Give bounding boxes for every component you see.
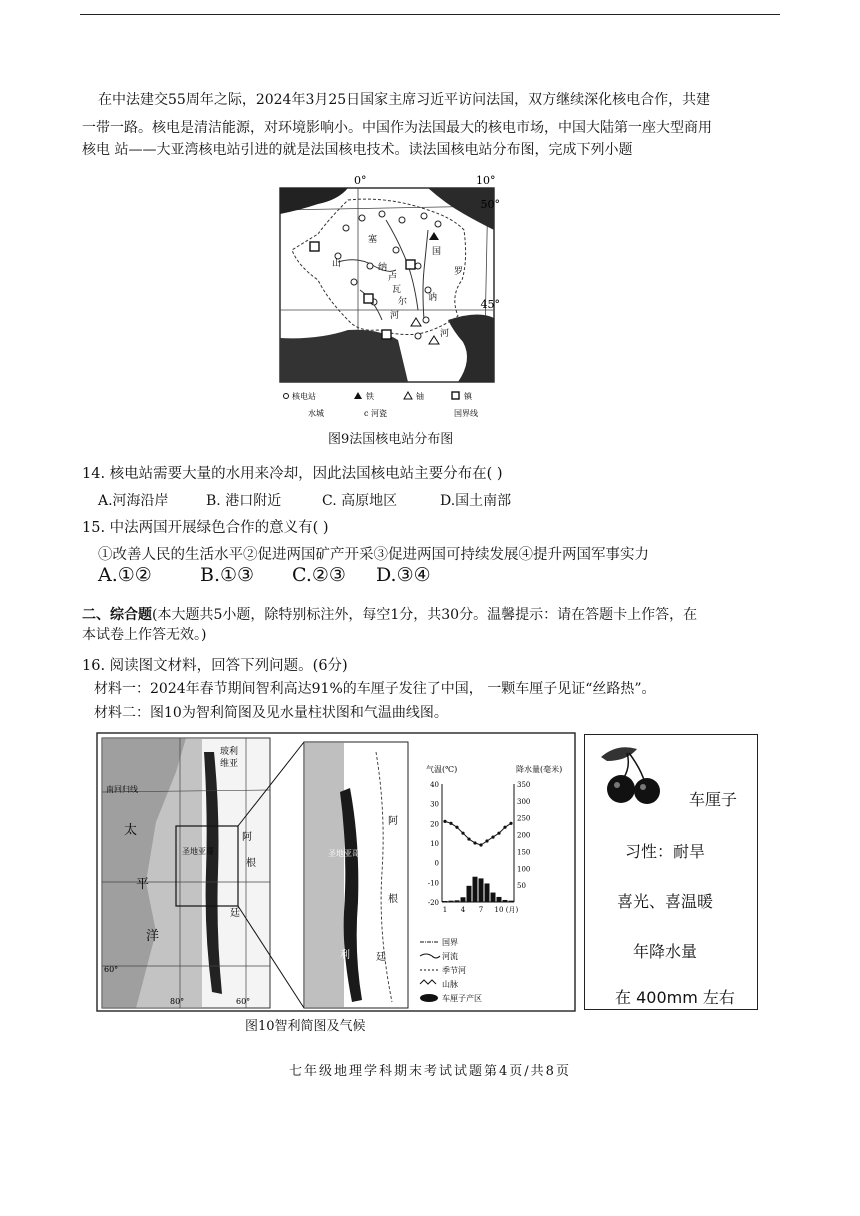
month-tick: 4 (460, 906, 466, 914)
temp-tick: 30 (430, 800, 439, 809)
map10-lon2: 60° (236, 997, 251, 1006)
intro-line-2: 一带一路。核电是清洁能源，对环境影响小。中国作为法国最大的核电市场，中国大陆第一座大型商用 (82, 120, 712, 136)
temp-tick: 0 (434, 859, 439, 868)
cherry-precip-value: 在 400mm 左右 (615, 988, 735, 1007)
map9-label-8: 河 (390, 311, 400, 321)
map10-argentina-3: 廷 (230, 908, 240, 919)
fig10-legend-4: 车厘子产区 (442, 994, 482, 1003)
temp-point (467, 837, 470, 840)
legend-water: 水城 (308, 409, 324, 418)
map10-pacific-1: 太 (124, 823, 138, 838)
cherry-precip-title: 年降水量 (633, 942, 698, 961)
q15-items: ①改善人民的生活水平②促进两国矿产开采③促进两国可持续发展④提升两国军事实力 (98, 547, 649, 563)
temp-point (491, 836, 494, 839)
map10-lon1: 80° (170, 997, 185, 1006)
map9-label-6: 罗 (454, 267, 464, 277)
cherry-info-box (584, 734, 758, 1010)
map9-label-3: 卢 (388, 273, 398, 283)
section2-line1 (82, 604, 697, 624)
france-nuclear-map (278, 170, 500, 422)
precip-bar (479, 878, 484, 902)
precip-bar (497, 897, 502, 902)
q15-option-c: C.②③ (292, 564, 346, 586)
temp-point (509, 822, 512, 825)
map9-label-10: 山 (332, 259, 342, 269)
fig10-caption: 图10智利简图及气候 (245, 1019, 366, 1034)
temp-point (473, 841, 476, 844)
precip-bar (467, 886, 472, 902)
prec-tick: 150 (517, 848, 531, 857)
header-rule (80, 14, 780, 15)
temp-tick: 20 (430, 820, 439, 829)
legend-town: 镇 (464, 392, 472, 401)
climate-prec-label: 降水量(毫米) (516, 765, 563, 774)
zoom-li: 利 (340, 950, 350, 961)
precip-bar (509, 901, 514, 902)
q16-material-1: 材料一：2024年春节期间智利高达91%的车厘子发往了中国， 一颗车厘子见证“丝路热”。 (94, 681, 656, 697)
prec-tick: 100 (517, 865, 531, 874)
map10-tropic: 南回归线 (106, 785, 138, 794)
map10-bolivia-2: 维亚 (220, 759, 239, 769)
map10-argentina-1: 阿 (242, 832, 252, 843)
precip-bar (455, 900, 460, 902)
fig10-legend-2: 季节河 (442, 966, 466, 975)
cherry-habit: 习性：耐旱 (625, 842, 706, 861)
map10-santiago: 圣地亚哥 (182, 847, 214, 856)
temp-point (443, 820, 446, 823)
map9-label-1: 纳 (378, 263, 388, 273)
legend-iron: 铁 (366, 392, 374, 401)
map10-lat: 60° (104, 965, 119, 974)
temp-tick: -10 (427, 879, 439, 888)
q16-stem: 16. 阅读图文材料，回答下列问题。(6分) (82, 658, 348, 674)
map9-label-5: 尔 (398, 297, 408, 307)
precip-bar (461, 897, 466, 902)
temp-tick: 40 (430, 781, 439, 789)
legend-river: c 河瓷 (364, 409, 388, 418)
map9-lon10: 10° (476, 174, 496, 187)
q14-option-c: C. 高原地区 (322, 493, 398, 509)
q14-option-d: D.国土南部 (440, 493, 512, 509)
legend-uranium: 铀 (416, 392, 424, 401)
temp-point (449, 822, 452, 825)
q14-option-a: A.河海沿岸 (98, 493, 169, 509)
map10-pacific-3: 洋 (146, 929, 160, 944)
prec-tick: 250 (517, 814, 531, 823)
precip-bar (443, 901, 448, 902)
section2-title: 二、综合题 (82, 607, 152, 623)
prec-tick: 50 (517, 882, 526, 891)
q14-option-b: B. 港口附近 (206, 493, 282, 509)
map10-bolivia: 玻利 (220, 747, 239, 757)
cherry-icon (597, 743, 669, 807)
fig10-legend-3: 山脉 (442, 980, 458, 989)
legend-border: 国界线 (454, 409, 478, 418)
map9-label-7: 讷 (428, 293, 438, 303)
temp-point (479, 843, 482, 846)
chile-map-figure (96, 732, 576, 1012)
q15-option-a: A.①② (98, 564, 152, 586)
map9-label-2: 国 (432, 247, 442, 257)
temp-point (503, 826, 506, 829)
prec-tick: 200 (517, 831, 531, 840)
climate-temp-label: 气温(℃) (426, 765, 458, 774)
map9-label-11: 地中海 (428, 369, 452, 378)
zoom-santiago: 圣地亚哥 (328, 849, 360, 858)
fig9-caption: 图9法国核电站分布图 (328, 432, 454, 447)
intro-line-3: 核电 站——大亚湾核电站引进的就是法国核电技术。读法国核电站分布图，完成下列小题 (82, 142, 633, 158)
zoom-gen: 根 (388, 894, 398, 905)
page-footer: 七年级地理学科期末考试试题第4页/共8页 (289, 1064, 571, 1079)
temp-point (485, 839, 488, 842)
q14-stem: 14. 核电站需要大量的水用来冷却，因此法国核电站主要分布在( ) (82, 466, 503, 482)
cherry-light: 喜光、喜温暖 (617, 892, 714, 911)
q15-option-b: B.①③ (200, 564, 255, 586)
legend-nuclear: 核电站 (292, 392, 316, 401)
month-tick: 10 (494, 906, 504, 914)
map9-label-4: 瓦 (392, 285, 402, 295)
temp-point (461, 832, 464, 835)
precip-bar (473, 877, 478, 902)
map9-label-9: 河 (440, 329, 450, 339)
section2-desc1: (本大题共5小题，除特别标注外，每空1分，共30分。温馨提示：请在答题卡上作答，在 (152, 607, 698, 623)
temp-point (497, 832, 500, 835)
prec-tick: 300 (517, 797, 531, 806)
map10-pacific-2: 平 (136, 877, 150, 892)
prec-tick: 350 (517, 781, 531, 789)
precip-bar (449, 901, 454, 902)
temp-point (455, 826, 458, 829)
map9-lat50: 50° (480, 198, 500, 211)
zoom-ting: 廷 (376, 952, 386, 963)
map9-lon0: 0° (354, 174, 367, 187)
precip-bar (503, 900, 508, 902)
zoom-a: 阿 (388, 816, 398, 827)
temp-tick: 10 (430, 840, 439, 848)
month-tick: 7 (478, 906, 484, 914)
q15-option-d: D.③④ (376, 564, 431, 586)
precip-bar (491, 893, 496, 902)
fig10-legend-0: 国界 (442, 938, 458, 947)
map9-label-0: 塞 (368, 235, 378, 245)
month-tick: 1 (442, 906, 448, 914)
cherry-title: 车厘子 (689, 790, 738, 809)
intro-line-1: 在中法建交55周年之际，2024年3月25日国家主席习近平访问法国，双方继续深化核电合作，共建 (98, 92, 711, 108)
q16-material-2: 材料二：图10为智利简图及见水量柱状图和气温曲线图。 (94, 705, 448, 721)
fig10-legend-1: 河流 (442, 952, 458, 961)
precip-bar (485, 883, 490, 902)
month-tick: (月) (505, 906, 519, 914)
map10-argentina-2: 根 (246, 858, 256, 869)
q15-stem: 15. 中法两国开展绿色合作的意义有( ) (82, 520, 329, 536)
temp-tick: -20 (427, 899, 439, 907)
map9-lat45: 45° (480, 298, 500, 311)
section2-desc2: 本试卷上作答无效。) (82, 627, 207, 643)
